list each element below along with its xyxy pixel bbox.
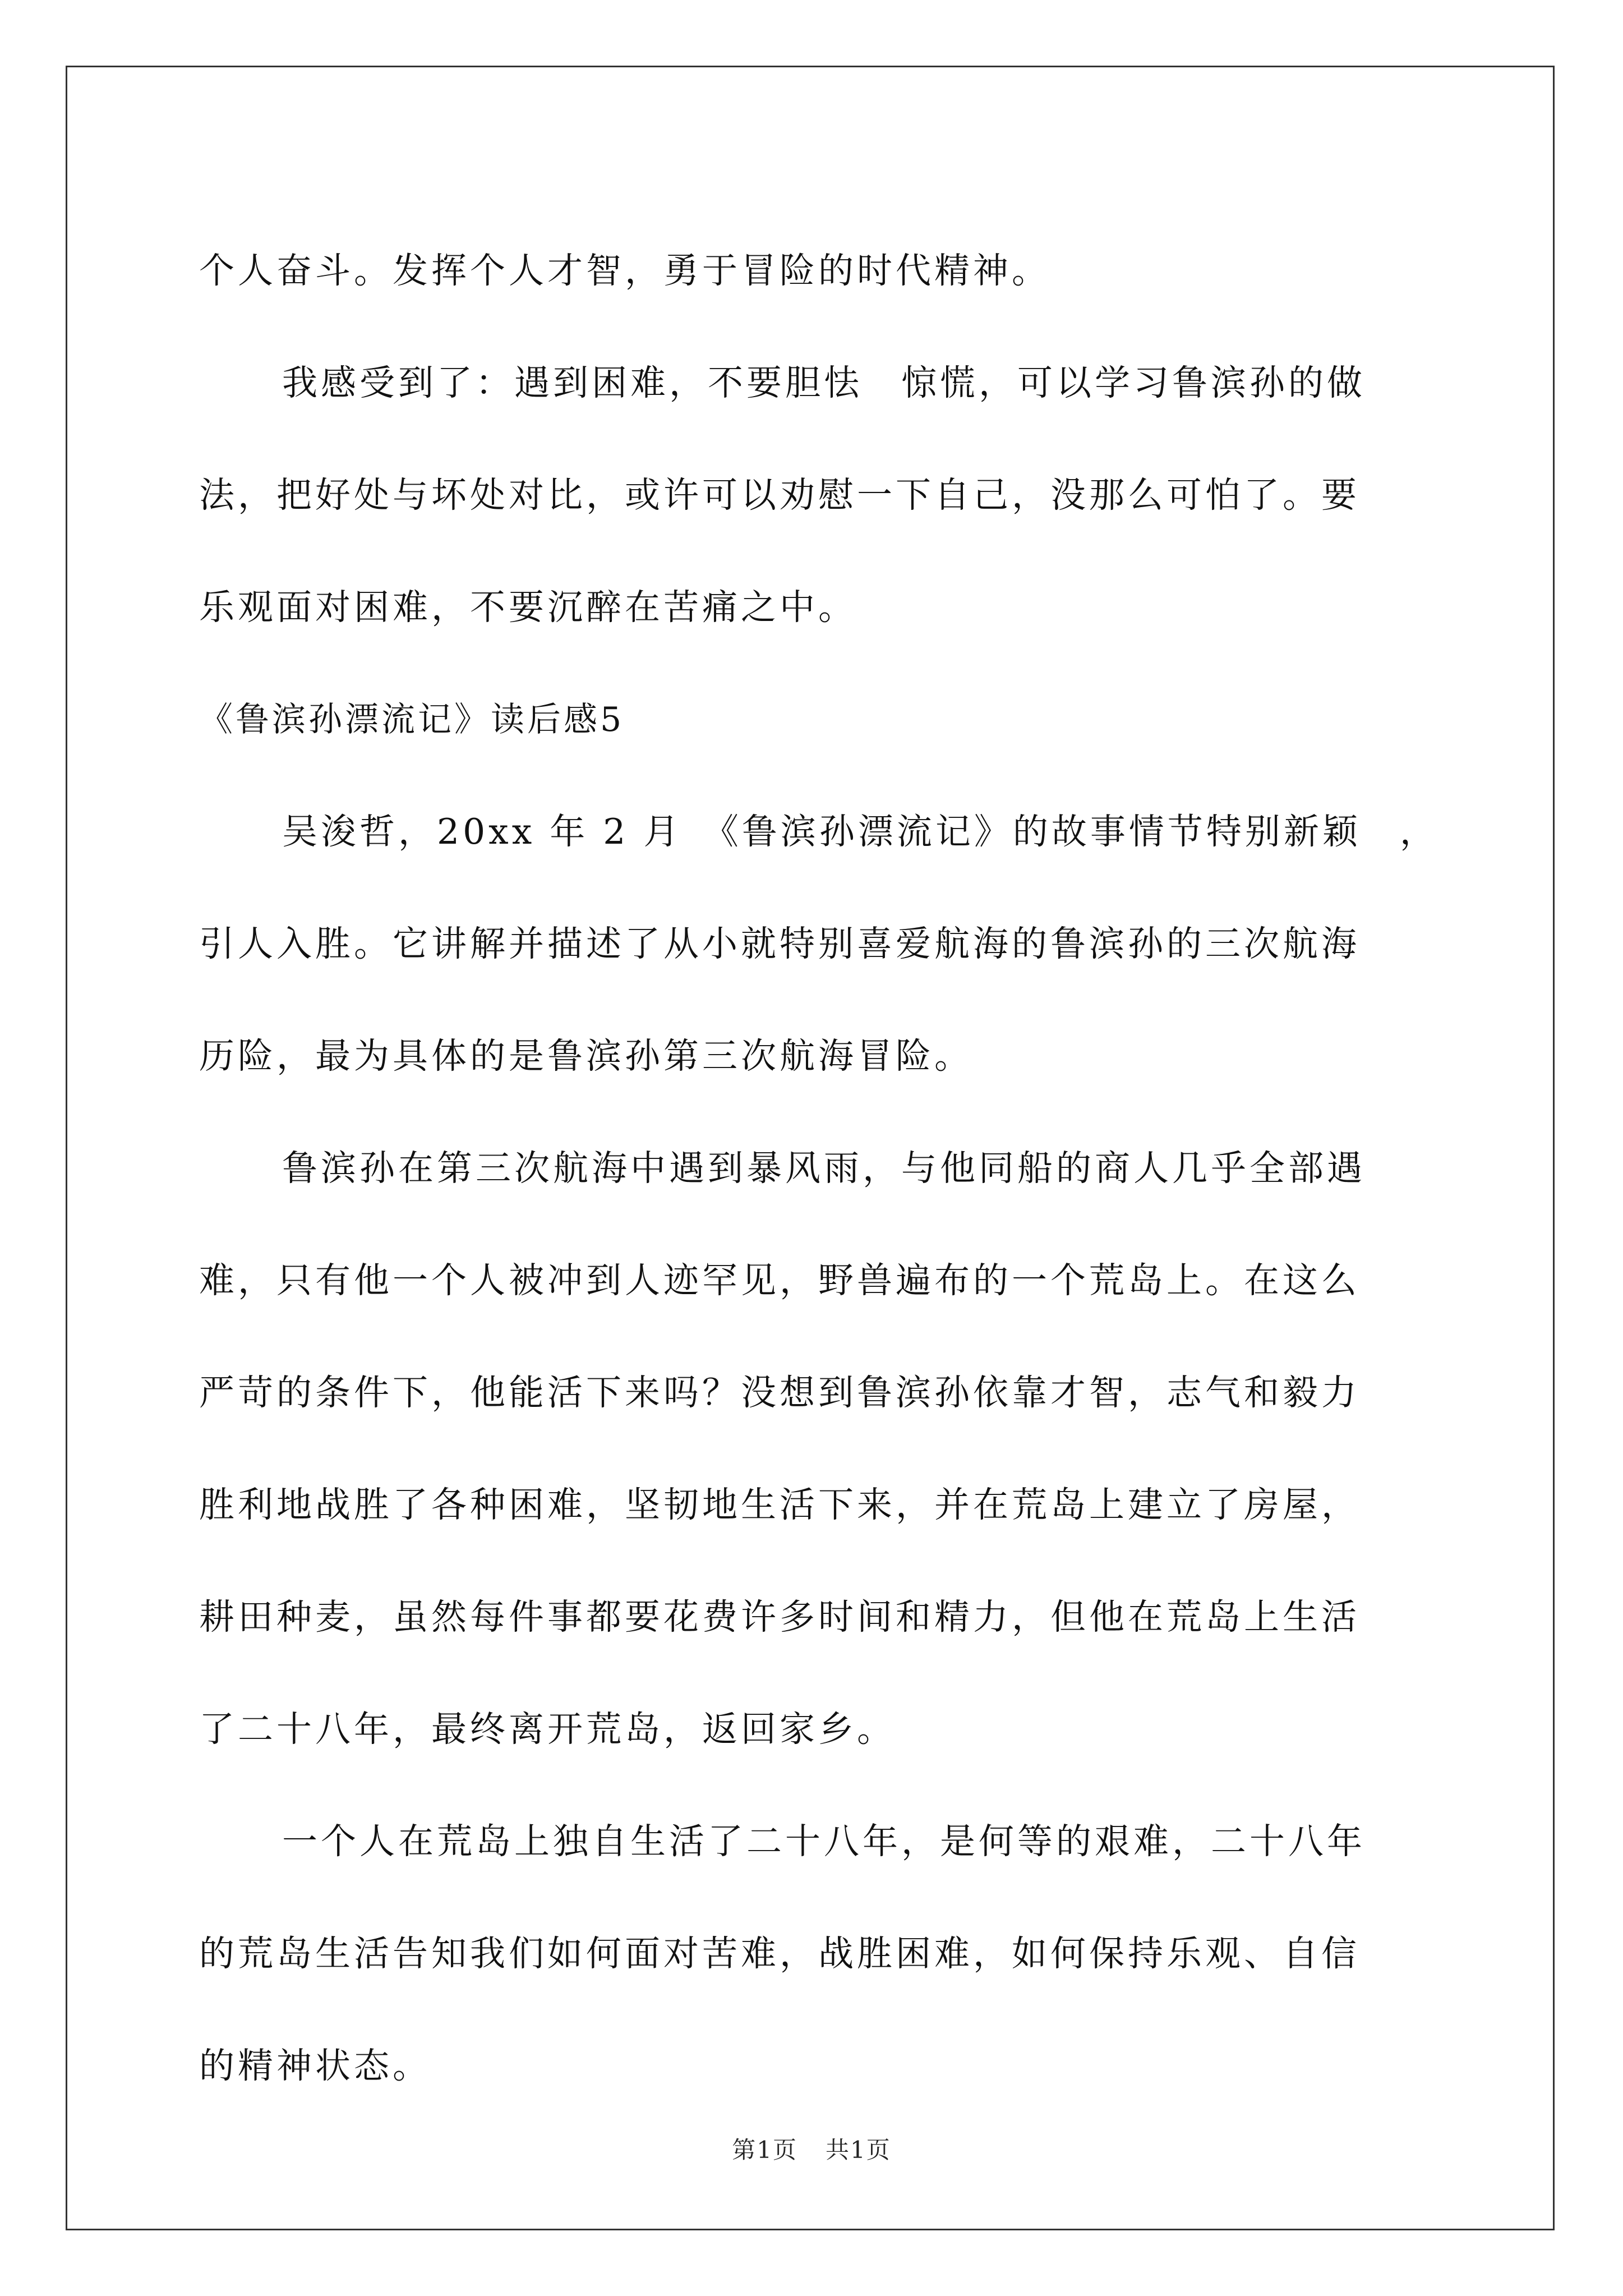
text-line: 乐观面对困难，不要沉醉在苦痛之中。 (199, 587, 857, 628)
text-line: 历险，最为具体的是鲁滨孙第三次航海冒险。 (199, 1036, 973, 1076)
text-line: 个人奋斗。发挥个人才智，勇于冒险的时代精神。 (199, 250, 1050, 291)
text-line: 鲁滨孙在第三次航海中遇到暴风雨，与他同船的商人几乎全部遇 (282, 1148, 1366, 1189)
text-line: 一个人在荒岛上独自生活了二十八年，是何等的艰难，二十八年 (282, 1821, 1366, 1862)
text-line: 的荒岛生活告知我们如何面对苦难，战胜困难，如何保持乐观、自信 (199, 1933, 1360, 1974)
text-line: 胜利地战胜了各种困难，坚韧地生活下来，并在荒岛上建立了房屋， (199, 1484, 1360, 1525)
page-footer (0, 2132, 1623, 2165)
text-line: 引人入胜。它讲解并描述了从小就特别喜爱航海的鲁滨孙的三次航海 (199, 923, 1360, 964)
text-line: 耕田种麦，虽然每件事都要花费许多时间和精力，但他在荒岛上生活 (199, 1596, 1360, 1637)
page-number: 第1页 (732, 2136, 797, 2164)
text-line: 了二十八年，最终离开荒岛，返回家乡。 (199, 1709, 896, 1750)
text-line: 的精神状态。 (199, 2045, 431, 2086)
text-line: 我感受到了：遇到困难，不要胆怯 惊慌，可以学习鲁滨孙的做 (282, 362, 1366, 403)
text-line: 法，把好处与坏处对比，或许可以劝慰一下自己，没那么可怕了。要 (199, 475, 1360, 516)
text-line: 严苛的条件下，他能活下来吗？没想到鲁滨孙依靠才智，志气和毅力 (199, 1372, 1360, 1413)
page-total: 共1页 (826, 2136, 891, 2164)
text-line: 难，只有他一个人被冲到人迹罕见，野兽遍布的一个荒岛上。在这么 (199, 1260, 1360, 1301)
text-line: 吴浚哲，20xx 年 2 月 《鲁滨孙漂流记》的故事情节特别新颖 ， (282, 811, 1438, 852)
section-heading: 《鲁滨孙漂流记》读后感5 (199, 700, 625, 739)
document-body (199, 215, 1438, 2122)
